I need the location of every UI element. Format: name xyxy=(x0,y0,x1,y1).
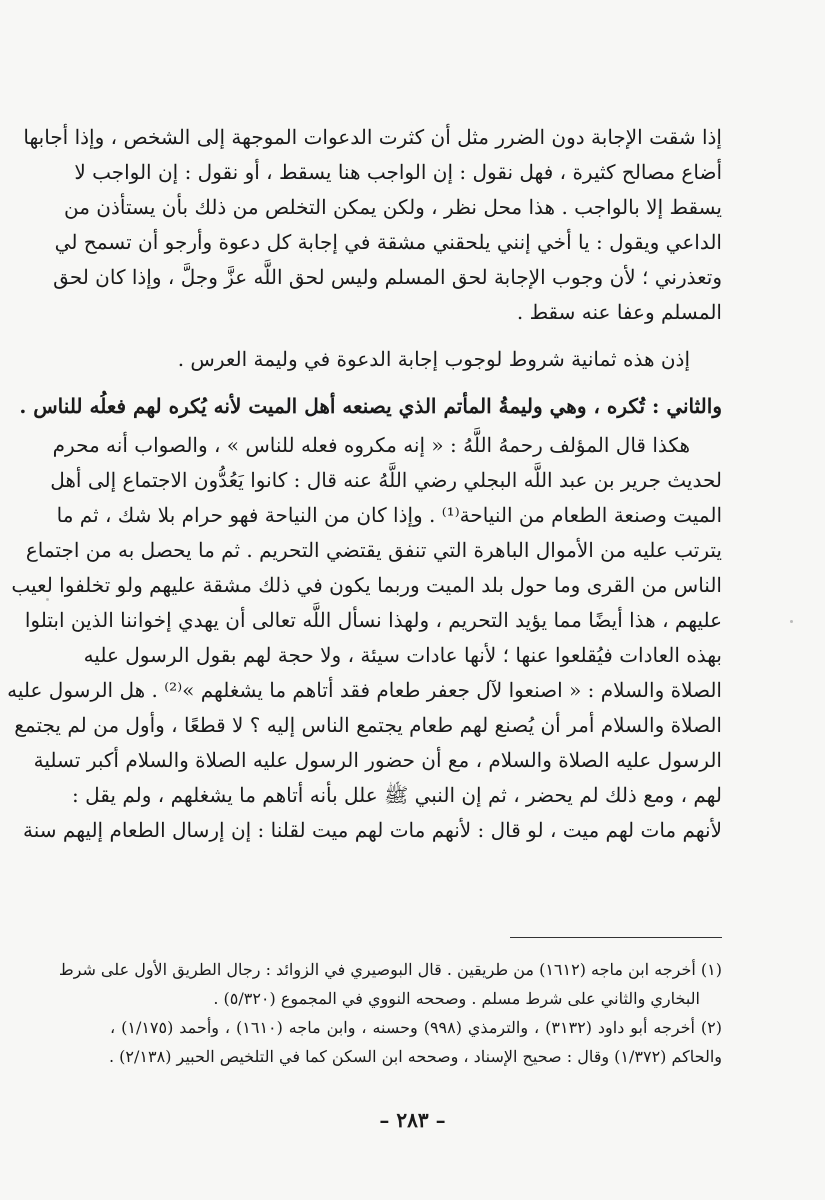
text-line: المسلم وعفا عنه سقط . xyxy=(516,300,722,324)
scan-speck xyxy=(46,598,49,601)
text-line: يسقط إلا بالواجب . هذا محل نظر ، ولكن يمكن التخلص من ذلك بأن يستأذن من xyxy=(63,195,722,219)
page-number: – ٢٨٣ – xyxy=(379,1108,446,1132)
footnote-1 xyxy=(58,955,722,1013)
footnote-line: (١) أخرجه ابن ماجه (١٦١٢) من طريقين . قال البوصيري في الزوائد : رجال الطريق الأول على شرط xyxy=(58,960,722,979)
page-body xyxy=(7,120,722,848)
text-line: الميت وصنعة الطعام من النياحة⁽¹⁾ . وإذا كان من النياحة فهو حرام بلا شك ، ثم ما xyxy=(56,503,722,527)
paragraph-2: إذن هذه ثمانية شروط لوجوب إجابة الدعوة في وليمة العرس . xyxy=(177,347,690,371)
text-line: الصلاة والسلام أمر أن يُصنع لهم طعام يجتمع الناس إليه ؟ لا قطعًا ، وأول من لم يجتمع xyxy=(14,713,722,737)
text-line: إذا شقت الإجابة دون الضرر مثل أن كثرت الدعوات الموجهة إلى الشخص ، وإذا أجابها xyxy=(23,125,722,149)
text-line: لهم ، ومع ذلك لم يحضر ، ثم إن النبي ﷺ علل بأنه أتاهم ما يشغلهم ، ولم يقل : xyxy=(72,783,722,807)
text-line: هكذا قال المؤلف رحمهُ اللَّهُ : « إنه مكروه فعله للناس » ، والصواب أنه محرم xyxy=(52,433,690,457)
text-line: أضاع مصالح كثيرة ، فهل نقول : إن الواجب هنا يسقط ، أو نقول : إن الواجب لا xyxy=(74,160,722,184)
footnote-line: (٢) أخرجه أبو داود (٣١٣٢) ، والترمذي (٩٩٨) وحسنه ، وابن ماجه (١٦١٠) ، وأحمد (١/١٧٥) ، xyxy=(110,1018,723,1037)
footnotes xyxy=(58,955,723,1071)
text-line: الداعي ويقول : يا أخي إنني يلحقني مشقة في إجابة كل دعوة وأرجو أن تسمح لي xyxy=(54,230,722,254)
text-line: لحديث جرير بن عبد اللَّه البجلي رضي اللَّهُ عنه قال : كانوا يَعُدُّون الاجتماع إلى أهل xyxy=(50,468,722,492)
text-line: لأنهم مات لهم ميت ، لو قال : لأنهم مات لهم ميت لقلنا : إن إرسال الطعام إليهم سنة xyxy=(23,818,722,842)
text-line: بهذه العادات فيُقلعوا عنها ؛ لأنها عادات سيئة ، ولا حجة لهم بقول الرسول عليه xyxy=(83,643,722,667)
paragraph-1 xyxy=(23,120,722,330)
section-heading: والثاني : تُكره ، وهي وليمةُ المأتم الذي يصنعه أهل الميت لأنه يُكره لهم فعلُه للناس . xyxy=(19,394,722,418)
text-line: الرسول عليه الصلاة والسلام ، مع أن حضور الرسول عليه الصلاة والسلام أكبر تسلية xyxy=(33,748,722,772)
text-line: الصلاة والسلام : « اصنعوا لآل جعفر طعام فقد أتاهم ما يشغلهم »⁽²⁾ . هل الرسول عليه xyxy=(7,678,722,702)
text-line: الناس من القرى وما حول بلد الميت وربما يكون في ذلك مشقة عليهم ولو تخلفوا لعيب xyxy=(11,573,722,597)
text-line: وتعذرني ؛ لأن وجوب الإجابة لحق المسلم وليس لحق اللَّه عزَّ وجلَّ ، وإذا كان لحق xyxy=(53,265,722,289)
footnote-line: البخاري والثاني على شرط مسلم . وصححه النووي في المجموع (٥/٣٢٠) . xyxy=(213,989,700,1008)
text-line: يترتب عليه من الأموال الباهرة التي تنفق يقتضي التحريم . ثم ما يحصل به من اجتماع xyxy=(25,538,722,562)
text-line: عليهم ، هذا أيضًا مما يؤيد التحريم ، ولهذا نسأل اللَّه تعالى أن يهدي إخواننا الذين ابتلوا xyxy=(24,608,722,632)
footnote-line: والحاكم (١/٣٧٢) وقال : صحيح الإسناد ، وصححه ابن السكن كما في التلخيص الحبير (٢/١٣٨) . xyxy=(109,1047,722,1066)
paragraph-3 xyxy=(7,428,722,848)
scan-speck xyxy=(790,620,793,623)
footnote-2 xyxy=(110,1013,722,1071)
footnote-divider xyxy=(510,937,722,938)
